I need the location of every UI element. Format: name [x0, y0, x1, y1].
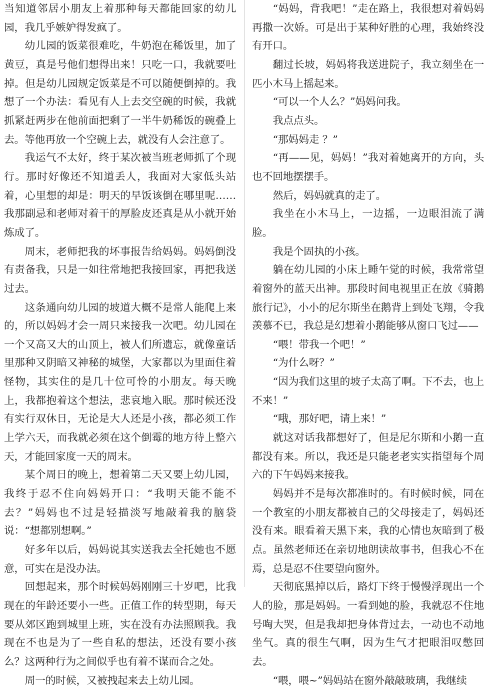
paragraph: “因为我们这里的坡子太高了啊。下不去，也上不来！”	[252, 376, 484, 407]
paragraph: “哦，那好吧，请上来！”	[272, 413, 387, 426]
paragraph: 我是个固执的小孩。	[272, 245, 366, 258]
paragraph: 我点点头。	[272, 114, 325, 127]
paragraph: “再——见，妈妈！”我对着她离开的方向，头也不回地摆摆手。	[252, 152, 484, 183]
paragraph: 某个周日的晚上，想着第二天又要上幼儿园，我终于忍不住向妈妈开口：“我明天能不能不去？”妈妈也不过是轻描淡写地敲着我的脑袋说：“想都别想啊。”	[4, 469, 236, 538]
paragraph: 躺在幼儿园的小床上睡午觉的时候，我常常望着窗外的蓝天出神。那段时间电视里正在放《骑鹅旅行记》，小小的尼尔斯坐在鹅背上到处飞翔，令我羡慕不已，我总是幻想着小鹅能够从窗口飞过——	[252, 264, 484, 333]
paragraph: 然后，妈妈就真的走了。	[272, 189, 386, 202]
paragraph: 幼儿园的饭菜很难吃，牛奶泡在稀饭里，加了黄豆，真是号他们想得出来！只吃一口，我就要吐掉。但是幼儿园规定饭菜是不可以随便倒掉的。我想了一个办法：看见有人上去交空碗的时候，我就抓紧赶两步在他前面把剩了一半牛奶稀饭的碗叠上去。等他再放一个空碗上去，就没有人会注意了。	[4, 40, 236, 146]
paragraph: 周末，老师把我的坏事报告给妈妈。妈妈倒没有责备我，只是一如往常地把我接回家，再把我送过去。	[4, 245, 236, 295]
paragraph: 翻过长坡，妈妈将我送进院子，我立刻坐在一匹小木马上摇起来。	[252, 58, 484, 90]
paragraph: “为什么呀？”	[272, 357, 335, 370]
paragraph: 好多年以后，妈妈说其实送我去全托她也不愿意，可实在是没办法。	[4, 544, 236, 575]
paragraph: “妈妈，背我吧！”走在路上，我很想对着妈妈再撒一次娇。可是出于某种好胜的心理，我始终没有开口。	[252, 3, 484, 53]
paragraph: 我运气不太好，终于某次被当班老师抓了个现行。那时好像还不知道丢人，我面对大家低头站着，心里想的却是：明天的早饭该倒在哪里呢……我那副忌和老师对着干的厚脸皮还真是从小就开始炼成了。	[4, 152, 236, 239]
paragraph: 就这对话我都想好了，但是尼尔斯和小鹅一直都没有来。所以，我还是只能老老实实指望每个周六的下午妈妈来接我。	[252, 432, 484, 482]
paragraph: 回想起来，那个时候妈妈刚刚三十岁吧，比我现在的年龄还要小一些。正值工作的转型期，每天要从郊区跑到城里上班，实在没有办法照顾我。我现在不也是为了一些自私的想法，还没有要小孩么？这两种行为之间似乎也有着不谋而合之处。	[4, 581, 236, 668]
paragraph: “喂，喂~”妈妈站在窗外敲敲玻璃，我继续	[272, 674, 467, 687]
paragraph: “喂！带我一个吧！”	[272, 338, 366, 351]
paragraph: 这条通向幼儿园的坡道大概不是常人能爬上来的，所以妈妈才会一周只来接我一次吧。幼儿园在一个又高又大的山顶上，被人们所遗忘，就像童话里那种又阴暗又神秘的城堡，大家都以为里面住着怪物，其实住的是几十位可怜的小朋友。每天晚上，我都抱着这个想法，悲哀地入眠。那时候还没有实行双休日，无论是大人还是小孩，都必须工作上学六天，而我就必须在这个倒霉的地方待上整六天，才能回家度一天的周末。	[4, 301, 236, 463]
paragraph: 天彻底黑掉以后，路灯下终于慢慢浮现出一个人的脸，那是妈妈。一看到她的脸，我就忍不住地号啕大哭，但是我却把身体背过去，一动也不动地坐气。真的很生气啊，因为生气才把眼泪叹憋回去。	[252, 581, 484, 668]
paragraph: “可以一个人么？”妈妈问我。	[272, 96, 407, 109]
paragraph: 周一的时候，又被拽起来去上幼儿园。	[24, 674, 200, 687]
paragraph: 我坐在小木马上，一边摇，一边眼泪流了满脸。	[252, 208, 484, 239]
column-divider	[244, 0, 245, 587]
paragraph: “那妈妈走 ？”	[272, 133, 338, 146]
paragraph: 妈妈并不是每次都准时的。有时候时候，同在一个教室的小朋友都被自己的父母接走了，妈妈还没有来。眼看着天黑下来，我的心情也灰暗到了极点。虽然老师还在亲切地朗读故事书，但我心不在焉，总是忍不住要望向窗外。	[252, 488, 484, 575]
paragraph: 当知道邻居小朋友上着那种每天都能回家的幼儿园，我几乎嫉妒得发疯了。	[4, 3, 236, 34]
